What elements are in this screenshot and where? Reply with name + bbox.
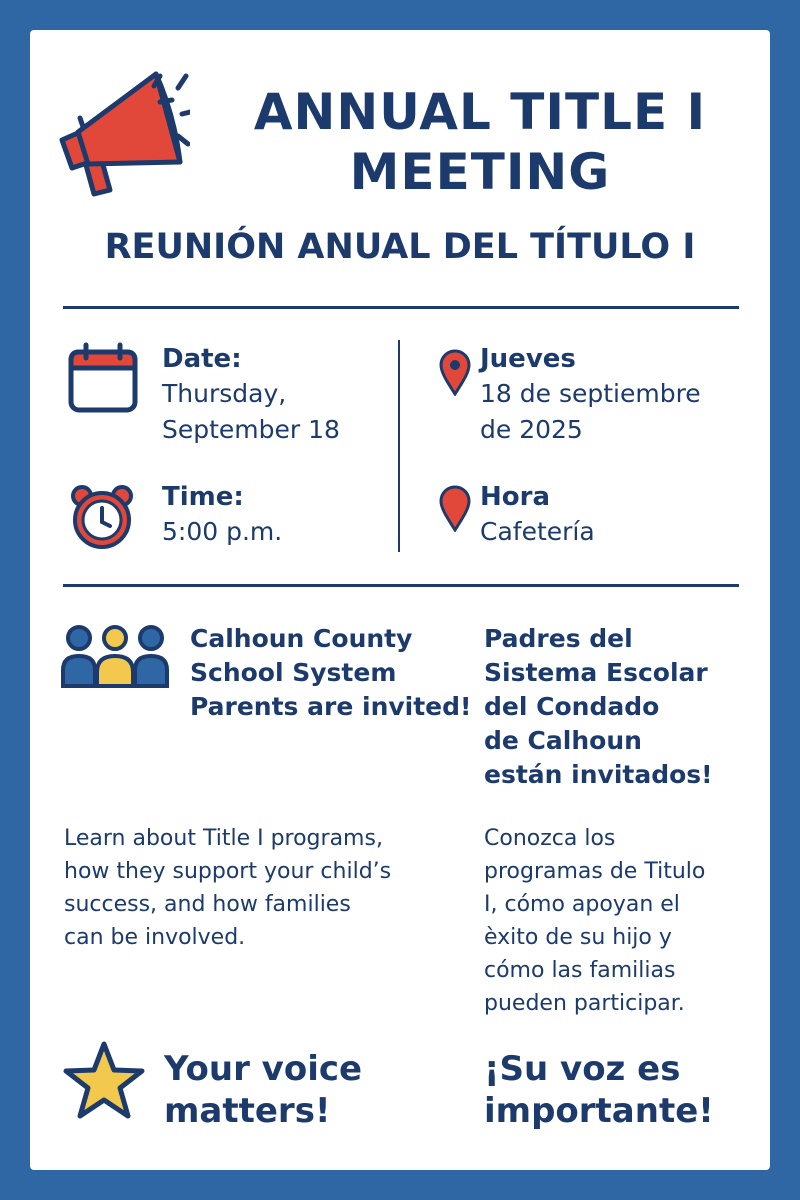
vertical-divider [398, 340, 400, 552]
description-es-line-1: Conozca los [484, 826, 616, 851]
calendar-icon [68, 342, 138, 414]
voice-es-line-1: ¡Su voz es [484, 1049, 681, 1089]
page-subtitle: REUNIÓN ANUAL DEL TÍTULO I [104, 227, 696, 267]
description-en-line-2: how they support your child’s [64, 859, 392, 884]
location-pin-icon [438, 484, 472, 532]
description-es-line-6: pueden participar. [484, 991, 685, 1016]
alarm-clock-icon [68, 482, 136, 550]
title-line-2: MEETING [349, 143, 611, 201]
date-block-es [480, 342, 701, 448]
invite-en-line-1: Calhoun County [190, 624, 413, 653]
invite-text-en [190, 622, 471, 724]
voice-en-line-1: Your voice [164, 1049, 363, 1089]
invite-en-line-3: Parents are invited! [190, 692, 472, 721]
voice-es-line-2: importante! [484, 1091, 714, 1131]
invite-es-line-1: Padres del [484, 624, 633, 653]
description-es-line-4: èxito de su hijo y [484, 925, 672, 950]
invite-en-line-2: School System [190, 658, 397, 687]
time-label-es: Hora [480, 482, 550, 512]
location-pin-icon [438, 348, 472, 396]
page-title [220, 82, 740, 202]
people-group-icon [60, 624, 170, 690]
time-value: 5:00 p.m. [162, 517, 283, 546]
voice-en-line-2: matters! [164, 1091, 331, 1131]
description-es-line-3: I, cómo apoyan el [484, 892, 680, 917]
description-es-line-2: programas de Titulo [484, 859, 706, 884]
time-block-en [162, 480, 282, 550]
voice-text-en [164, 1048, 362, 1132]
invite-text-es [484, 622, 713, 792]
description-en-line-3: success, and how families [64, 892, 351, 917]
date-value-line-2: September 18 [162, 415, 340, 444]
star-icon [62, 1040, 146, 1120]
date-label: Date: [162, 344, 242, 374]
description-en [64, 822, 391, 954]
date-value-es-line-1: 18 de septiembre [480, 379, 701, 408]
description-es-line-5: cómo las familias [484, 958, 676, 983]
invite-es-line-2: Sistema Escolar [484, 658, 708, 687]
day-label-es: Jueves [480, 344, 576, 374]
description-en-line-4: can be involved. [64, 925, 246, 950]
invite-es-line-4: de Calhoun [484, 726, 642, 755]
divider-top [63, 306, 739, 309]
voice-text-es [484, 1048, 714, 1132]
date-block-en [162, 342, 340, 448]
place-block-es [480, 480, 595, 550]
megaphone-icon [54, 66, 190, 198]
flyer-card [30, 30, 770, 1170]
title-line-1: ANNUAL TITLE I [253, 83, 707, 141]
date-value-es-line-2: de 2025 [480, 415, 583, 444]
description-es [484, 822, 705, 1020]
description-en-line-1: Learn about Title I programs, [64, 826, 383, 851]
time-label: Time: [162, 482, 244, 512]
invite-es-line-5: están invitados! [484, 760, 713, 789]
divider-bottom [63, 584, 739, 587]
invite-es-line-3: del Condado [484, 692, 660, 721]
place-value-es: Cafetería [480, 517, 595, 546]
date-value-line-1: Thursday, [162, 379, 287, 408]
